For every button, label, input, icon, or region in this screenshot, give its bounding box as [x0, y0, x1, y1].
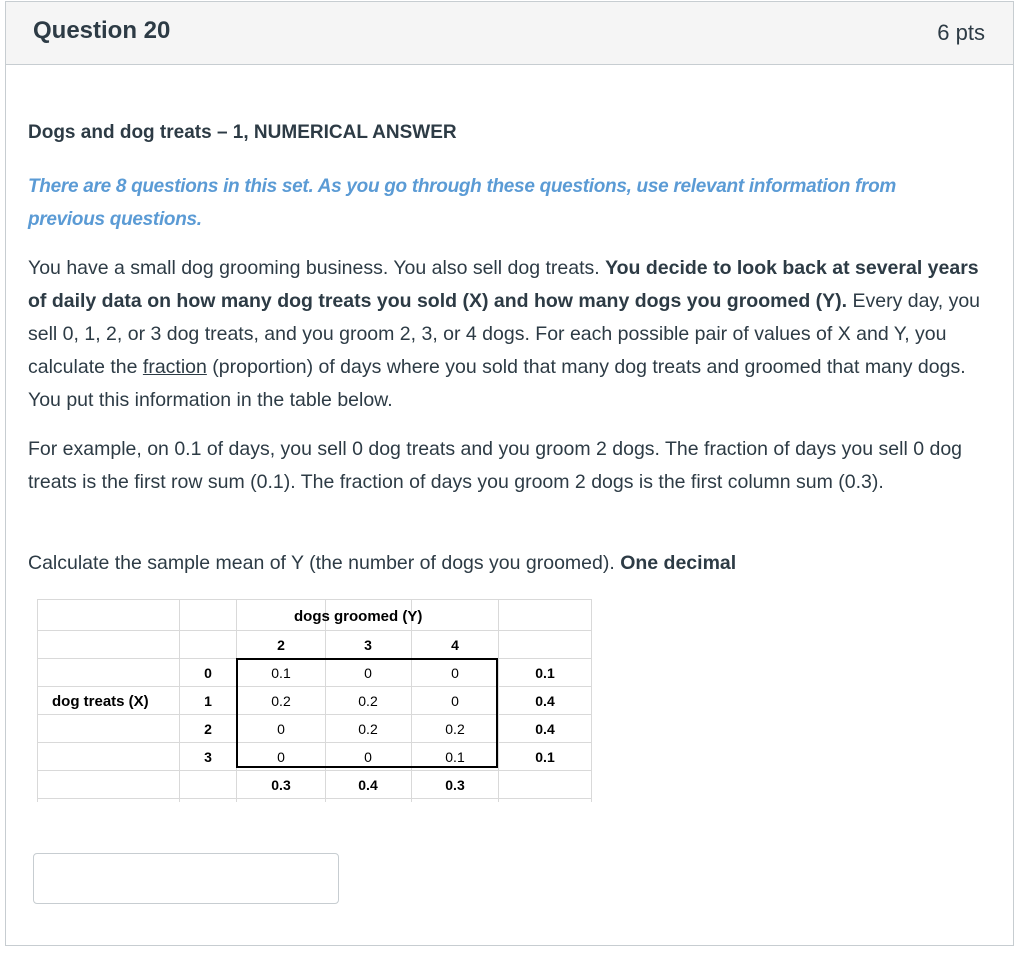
precision-note: One decimal	[620, 552, 737, 574]
x-value: 2	[204, 721, 212, 737]
question-header	[6, 2, 1013, 65]
table-cell: 0.2	[271, 693, 291, 709]
table-cell: 0	[451, 665, 459, 681]
example-paragraph: For example, on 0.1 of days, you sell 0 dog treats and you groom 2 dogs. The fraction of days you sell 0 dog treats is the first row sum (0.1). The fraction of days you groom 2 dogs is the first column sum (0.3).	[28, 438, 963, 493]
x-value: 0	[204, 665, 212, 681]
answer-input[interactable]	[33, 853, 339, 904]
table-cell: 0.1	[271, 665, 291, 681]
table-cell: 0.1	[445, 749, 465, 765]
col-sum: 0.4	[358, 777, 378, 793]
set-note: There are 8 questions in this set. As you go through these questions, use relevant information from previous questions.	[28, 176, 897, 230]
table-cell: 0	[277, 721, 285, 737]
table-cell: 0.2	[358, 721, 378, 737]
y-value: 4	[451, 637, 459, 653]
row-sum: 0.4	[535, 693, 555, 709]
col-sum: 0.3	[445, 777, 465, 793]
scenario-bold: You decide to look back at several years of daily data on how many dog treats you sold (X) and how many dogs you groomed (Y).	[28, 257, 979, 312]
x-value: 3	[204, 749, 212, 765]
row-sum: 0.1	[535, 749, 555, 765]
col-sum: 0.3	[271, 777, 291, 793]
table-cell: 0	[364, 665, 372, 681]
row-sum: 0.1	[535, 665, 555, 681]
x-value: 1	[204, 693, 212, 709]
y-value: 3	[364, 637, 372, 653]
table-cell: 0	[277, 749, 285, 765]
y-value: 2	[277, 637, 285, 653]
fraction-link[interactable]: fraction	[142, 356, 207, 378]
table-cell: 0.2	[358, 693, 378, 709]
set-title: Dogs and dog treats – 1, NUMERICAL ANSWER	[28, 122, 457, 143]
col-header: dogs groomed (Y)	[294, 608, 423, 625]
instruction-paragraph: Calculate the sample mean of Y (the number of dogs you groomed). One decimal	[28, 552, 737, 574]
table-cell: 0	[364, 749, 372, 765]
probability-table	[37, 599, 592, 802]
question-title: Question 20	[33, 17, 171, 44]
row-sum: 0.4	[535, 721, 555, 737]
scenario-paragraph: You have a small dog grooming business. You also sell dog treats. You decide to look back at several years of daily data on how many dog treats you sold (X) and how many dogs you groomed (Y). Every day, you sell 0, 1, 2, or 3 dog treats, and you groom 2, 3, or 4 dogs. For each possible pair of values of X and Y, you calculate the fraction (proportion) of days where you sold that many dog treats and groomed that many dogs. You put this information in the table below.	[28, 257, 981, 411]
row-header: dog treats (X)	[52, 693, 149, 710]
table-cell: 0	[451, 693, 459, 709]
table-cell: 0.2	[445, 721, 465, 737]
question-points: 6 pts	[937, 20, 985, 45]
